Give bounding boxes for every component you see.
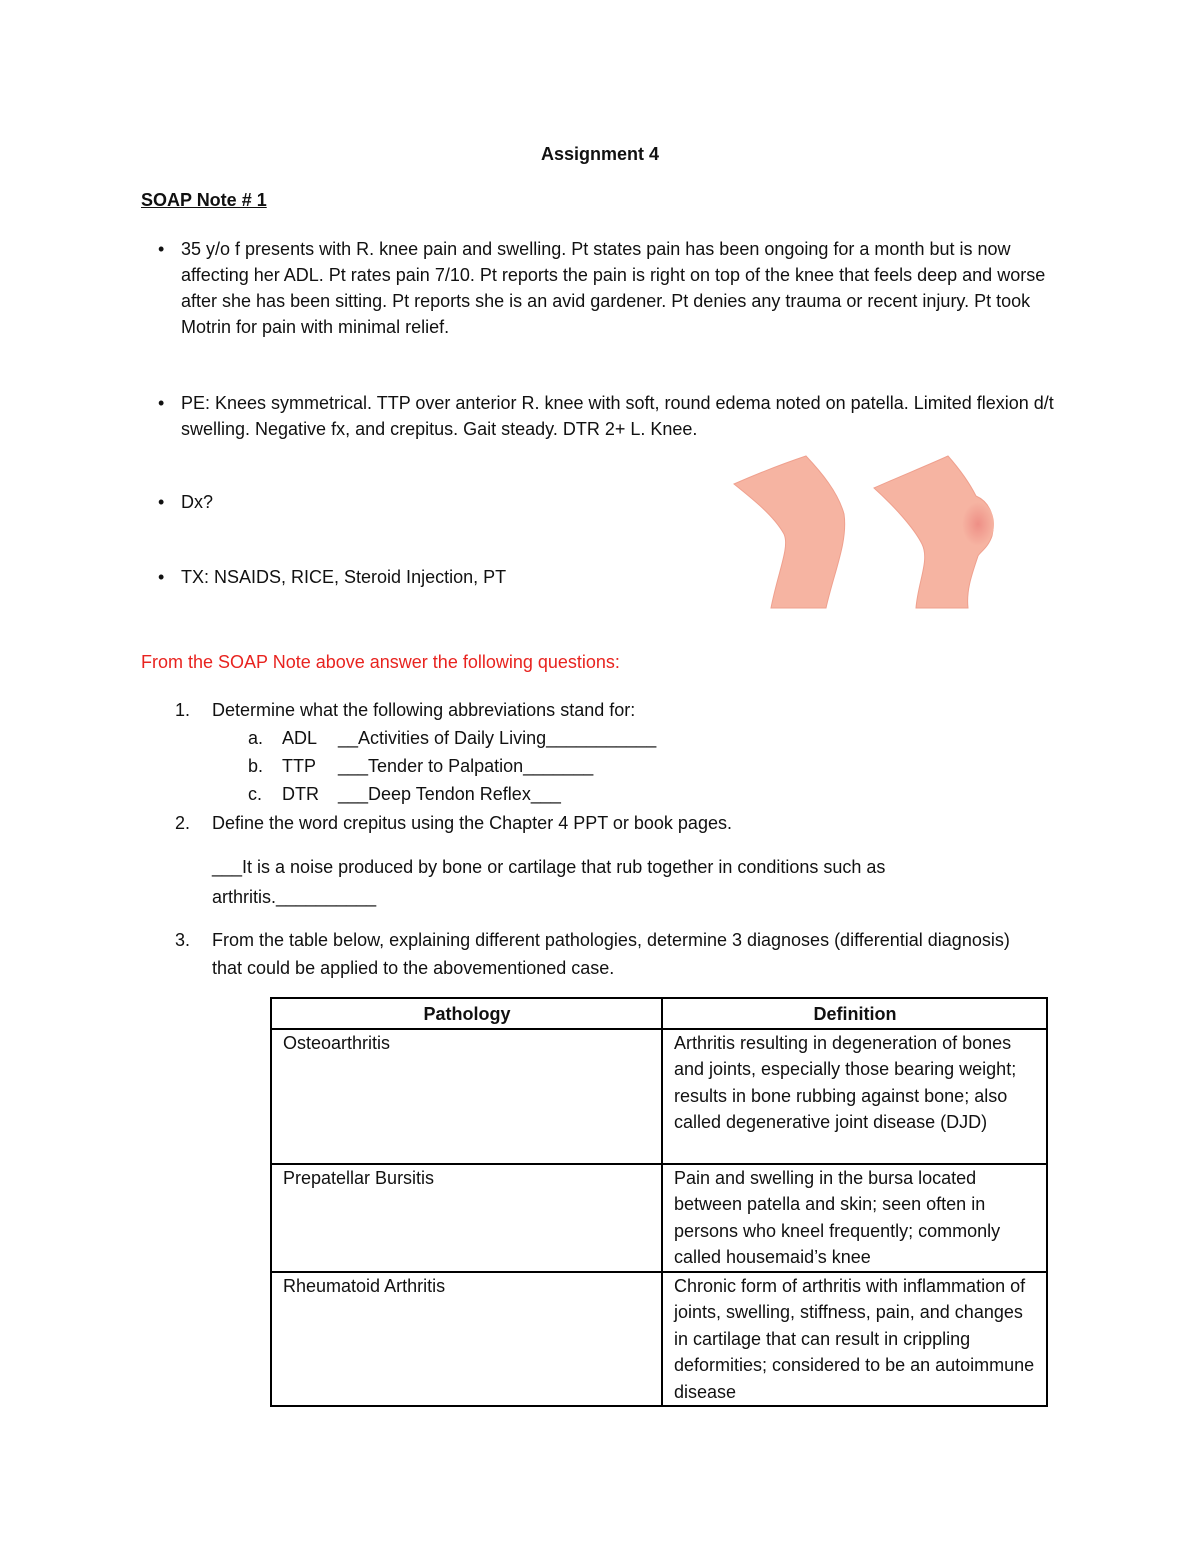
question-text: From the table below, explaining different pathologies, determine 3 diagnoses (differential diagnosis) that could be applied to the abovementioned case. (212, 930, 1010, 978)
soap-dx-text: Dx? (181, 492, 214, 512)
crepitus-answer: ___It is a noise produced by bone or cartilage that rub together in conditions such as arthritis.__________ (212, 857, 886, 907)
table-row (271, 1164, 1047, 1272)
question-number: 1. (175, 700, 191, 720)
soap-subjective-text: 35 y/o f presents with R. knee pain and swelling. Pt states pain has been ongoing for a month but is now affecting her ADL. Pt rates pain 7/10. Pt reports the pain is right on top of the knee that feels deep and worse after she has been sitting. Pt reports she is an avid gardener. Pt denies any trauma or recent injury. Pt took Motrin for pain with minimal relief. (181, 239, 1046, 337)
question-text: Define the word crepitus using the Chapter 4 PPT or book pages. (212, 813, 732, 833)
abbreviation: DTR (282, 784, 319, 804)
bullet-icon: • (158, 492, 165, 512)
pathology-cell: Rheumatoid Arthritis (271, 1272, 662, 1407)
knee-comparison-illustration (726, 452, 998, 612)
item-letter: a. (248, 728, 264, 748)
bullet-icon: • (158, 239, 165, 259)
column-header-pathology: Pathology (271, 998, 662, 1029)
table-row (271, 1272, 1047, 1407)
question-number: 2. (175, 813, 191, 833)
column-header-definition: Definition (662, 998, 1047, 1029)
soap-tx-text: TX: NSAIDS, RICE, Steroid Injection, PT (181, 567, 507, 587)
soap-pe-text: PE: Knees symmetrical. TTP over anterior R. knee with soft, round edema noted on patella. Limited flexion d/t swelling. Negative fx, and crepitus. Gait steady. DTR 2+ L. Knee. (181, 393, 1054, 439)
document-subtitle: SOAP Note # 1 (141, 190, 267, 210)
abbreviation: TTP (282, 756, 316, 776)
normal-knee-shape (734, 456, 845, 608)
definition-cell: Chronic form of arthritis with inflammation of joints, swelling, stiffness, pain, and changes in cartilage that can result in crippling deformities; considered to be an autoimmune disease (662, 1272, 1047, 1407)
bullet-icon: • (158, 393, 165, 413)
abbreviation-answer: __Activities of Daily Living___________ (338, 728, 657, 748)
pathology-cell: Prepatellar Bursitis (271, 1164, 662, 1272)
abbreviation-answer: ___Deep Tendon Reflex___ (338, 784, 561, 804)
question-number: 3. (175, 930, 191, 950)
question-text: Determine what the following abbreviations stand for: (212, 700, 636, 720)
bullet-icon: • (158, 567, 165, 587)
abbreviation-answer: ___Tender to Palpation_______ (338, 756, 594, 776)
table-row (271, 1029, 1047, 1164)
abbreviation: ADL (282, 728, 318, 748)
instructions-heading: From the SOAP Note above answer the following questions: (141, 652, 620, 672)
item-letter: b. (248, 756, 264, 776)
table-header-row (271, 998, 1047, 1029)
document-title: Assignment 4 (540, 144, 660, 164)
pathology-table (270, 997, 1048, 1407)
swelling-highlight (962, 502, 994, 546)
definition-cell: Arthritis resulting in degeneration of bones and joints, especially those bearing weight; results in bone rubbing against bone; also called degenerative joint disease (DJD) (662, 1029, 1047, 1164)
definition-cell: Pain and swelling in the bursa located between patella and skin; seen often in persons who kneel frequently; commonly called housemaid’s knee (662, 1164, 1047, 1272)
pathology-cell: Osteoarthritis (271, 1029, 662, 1164)
item-letter: c. (248, 784, 263, 804)
